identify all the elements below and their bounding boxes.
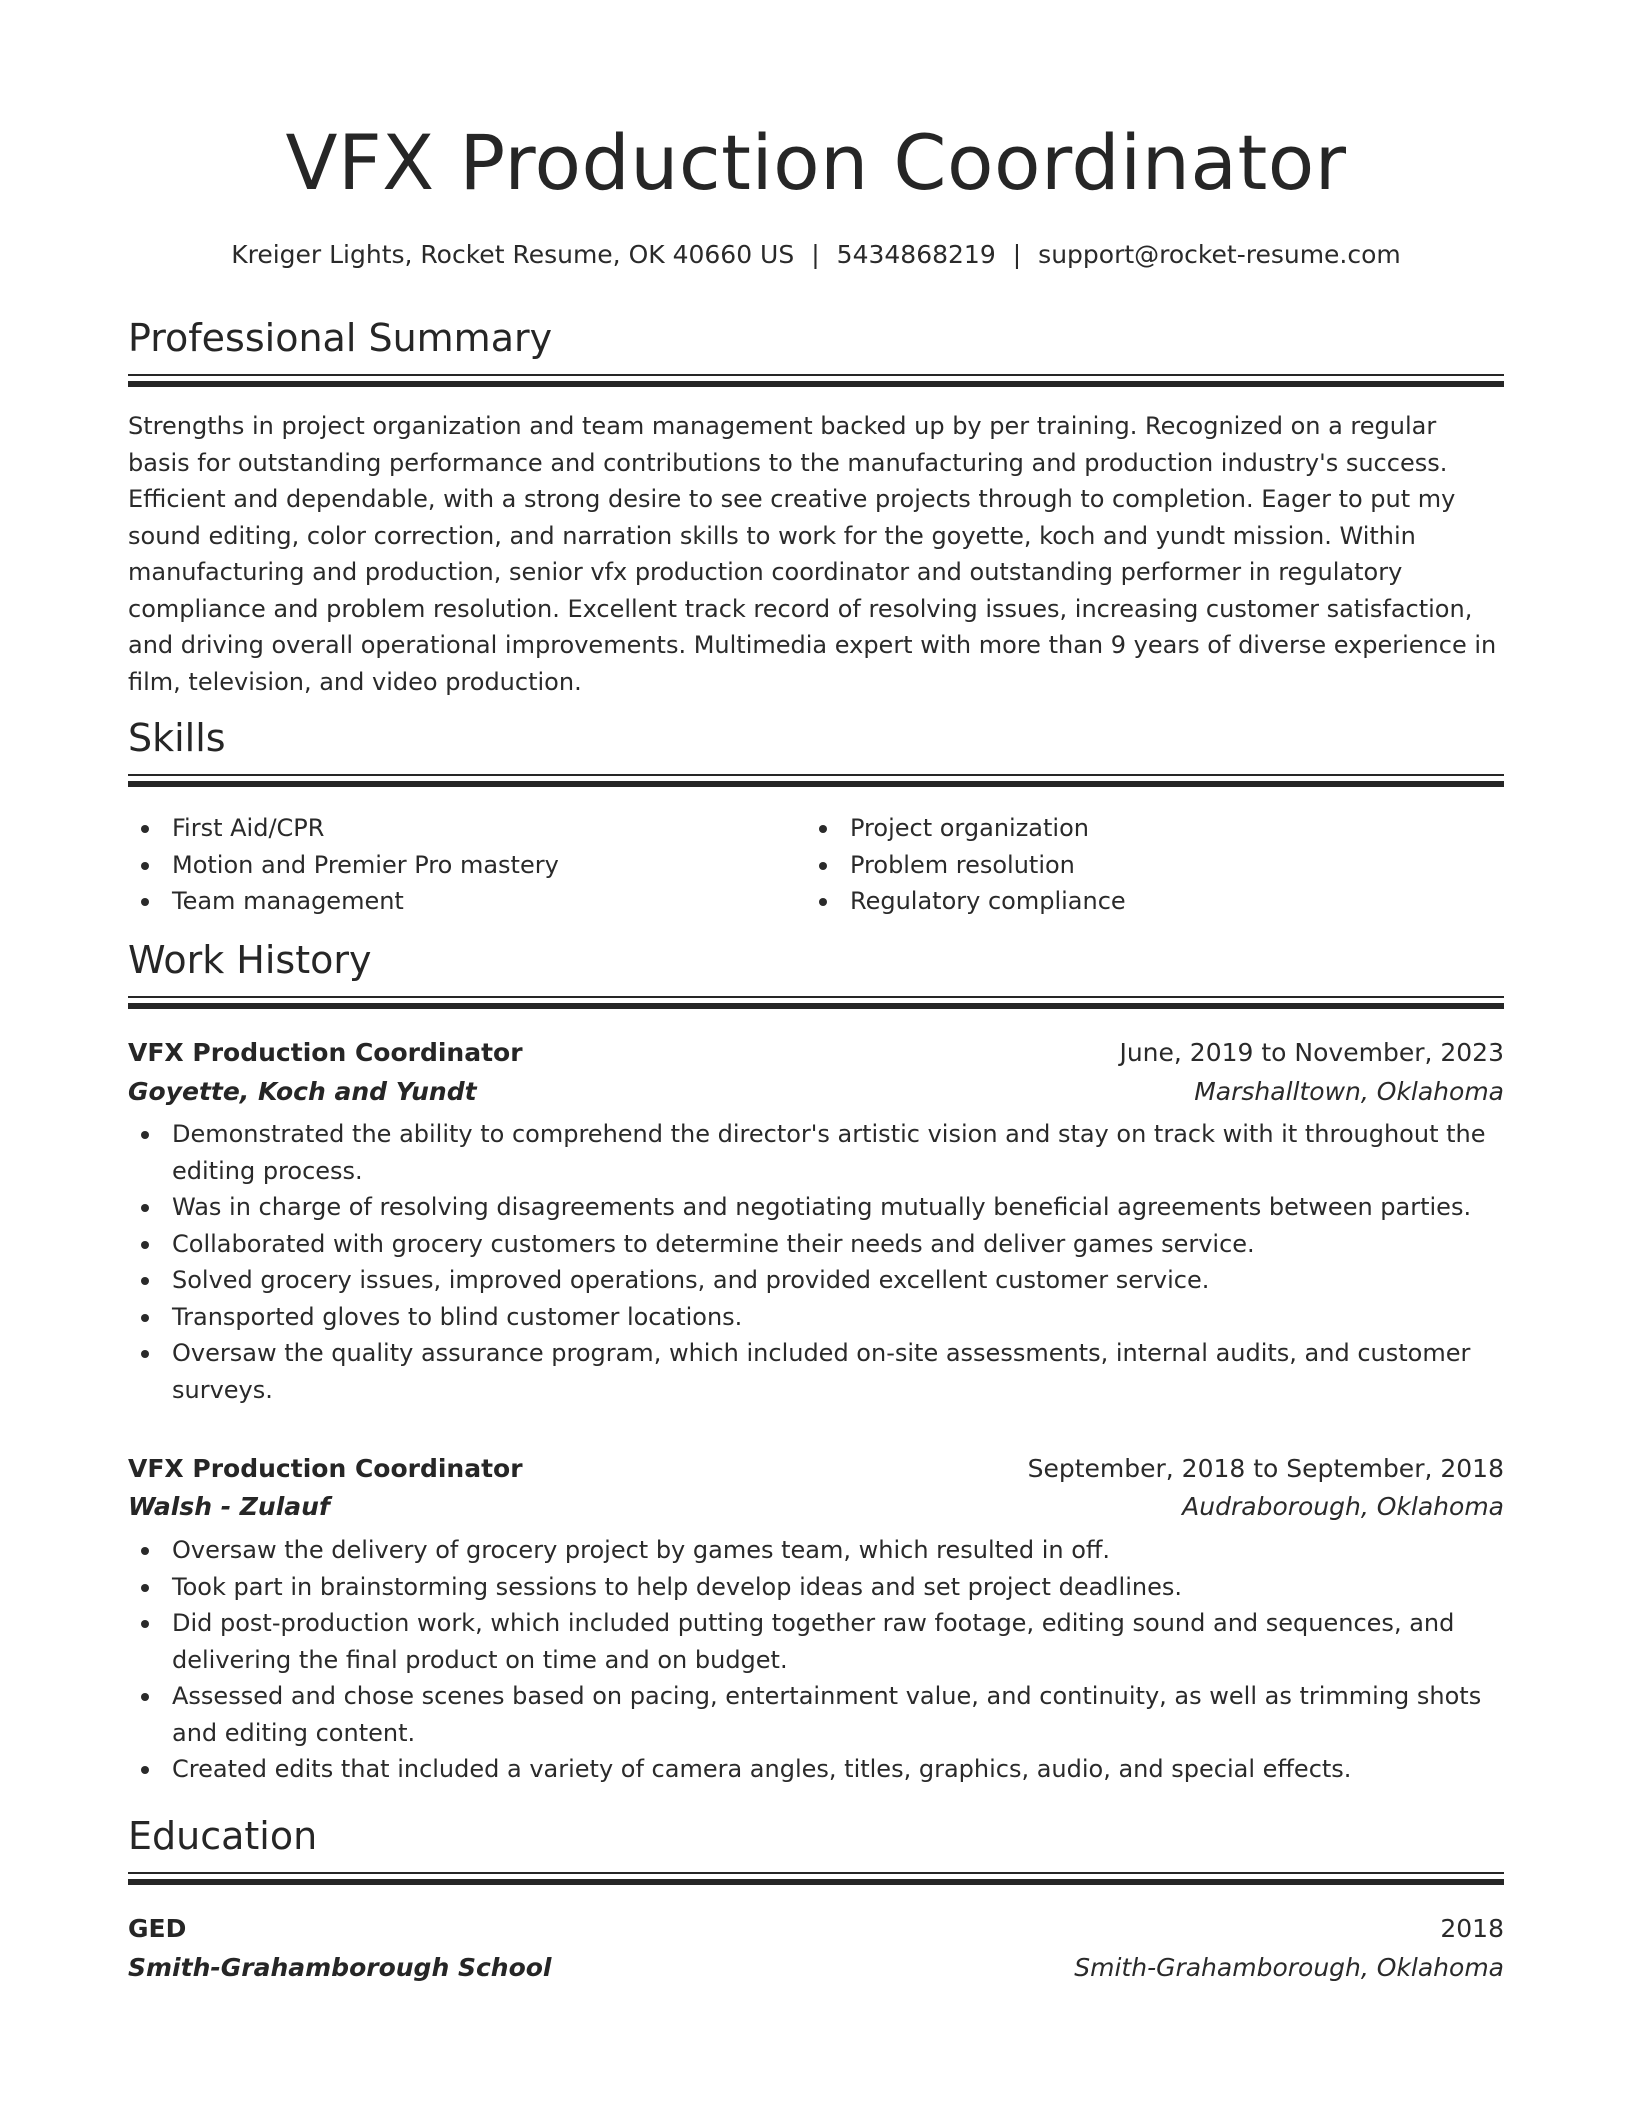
job-title: VFX Production Coordinator: [128, 1454, 523, 1483]
resume-name: VFX Production Coordinator: [285, 118, 1347, 207]
job-location: Marshalltown, Oklahoma: [1194, 1077, 1504, 1106]
skill-item: Problem resolution: [806, 847, 1466, 884]
education-degree: GED: [128, 1914, 187, 1943]
job-bullet: Solved grocery issues, improved operations, and provided excellent customer service.: [128, 1262, 1504, 1299]
job-company: Walsh - Zulauf: [128, 1492, 330, 1521]
education-location: Smith-Grahamborough, Oklahoma: [1074, 1953, 1504, 1982]
job-bullet: Assessed and chose scenes based on pacing, entertainment value, and continuity, as well as trimming shots and editing content.: [128, 1678, 1504, 1751]
contact-line: [128, 240, 1504, 269]
job-location: Audraborough, Oklahoma: [1182, 1492, 1504, 1521]
contact-address: Kreiger Lights, Rocket Resume, OK 40660 US: [231, 240, 795, 269]
skill-item: Regulatory compliance: [806, 883, 1466, 920]
job-bullets: [128, 1532, 1504, 1788]
contact-separator: |: [1012, 240, 1022, 269]
job-title: VFX Production Coordinator: [128, 1038, 523, 1067]
skills-list-right: [806, 810, 1466, 920]
contact-email[interactable]: support@rocket-resume.com: [1038, 240, 1401, 269]
skill-item: Motion and Premier Pro mastery: [128, 847, 788, 884]
section-divider: [128, 996, 1504, 1010]
job-bullet: Did post-production work, which included putting together raw footage, editing sound and sequences, and delivering the final product on time and on budget.: [128, 1605, 1504, 1678]
section-divider: [128, 774, 1504, 788]
section-divider: [128, 374, 1504, 388]
work-heading: Work History: [128, 938, 372, 982]
education-heading: Education: [128, 1814, 318, 1858]
skills-heading: Skills: [128, 716, 226, 760]
skill-item: First Aid/CPR: [128, 810, 788, 847]
job-bullet: Oversaw the quality assurance program, which included on-site assessments, internal audits, and customer surveys.: [128, 1335, 1504, 1408]
skill-item: Project organization: [806, 810, 1466, 847]
job-dates: September, 2018 to September, 2018: [1027, 1454, 1504, 1483]
skills-list-left: [128, 810, 788, 920]
job-company: Goyette, Koch and Yundt: [128, 1077, 477, 1106]
summary-heading: Professional Summary: [128, 316, 553, 360]
contact-separator: |: [811, 240, 820, 269]
job-bullet: Was in charge of resolving disagreements and negotiating mutually beneficial agreements between parties.: [128, 1189, 1504, 1226]
summary-text: Strengths in project organization and team management backed up by per training. Recognized on a regular basis for outstanding performance and contributions to the manufacturing and production industry's success. Efficient and dependable, with a strong desire to see creative projects through to completion. Eager to put my sound editing, color correction, and narration skills to work for the goyette, koch and yundt mission. Within manufacturing and production, senior vfx production coordinator and outstanding performer in regulatory compliance and problem resolution. Excellent track record of resolving issues, increasing customer satisfaction, and driving overall operational improvements. Multimedia expert with more than 9 years of diverse experience in film, television, and video production.: [128, 412, 1497, 696]
section-divider: [128, 1872, 1504, 1886]
skill-item: Team management: [128, 883, 788, 920]
job-bullet: Collaborated with grocery customers to determine their needs and deliver games service.: [128, 1226, 1504, 1263]
job-bullet: Created edits that included a variety of camera angles, titles, graphics, audio, and special effects.: [128, 1751, 1504, 1788]
job-bullet: Transported gloves to blind customer locations.: [128, 1299, 1504, 1336]
job-bullets: [128, 1116, 1504, 1408]
education-school: Smith-Grahamborough School: [128, 1953, 552, 1982]
job-bullet: Took part in brainstorming sessions to help develop ideas and set project deadlines.: [128, 1569, 1504, 1606]
job-bullet: Oversaw the delivery of grocery project by games team, which resulted in off.: [128, 1532, 1504, 1569]
contact-phone: 5434868219: [836, 240, 996, 269]
education-year: 2018: [1440, 1914, 1504, 1943]
job-dates: June, 2019 to November, 2023: [1119, 1038, 1504, 1067]
job-bullet: Demonstrated the ability to comprehend the director's artistic vision and stay on track with it throughout the editing process.: [128, 1116, 1504, 1189]
